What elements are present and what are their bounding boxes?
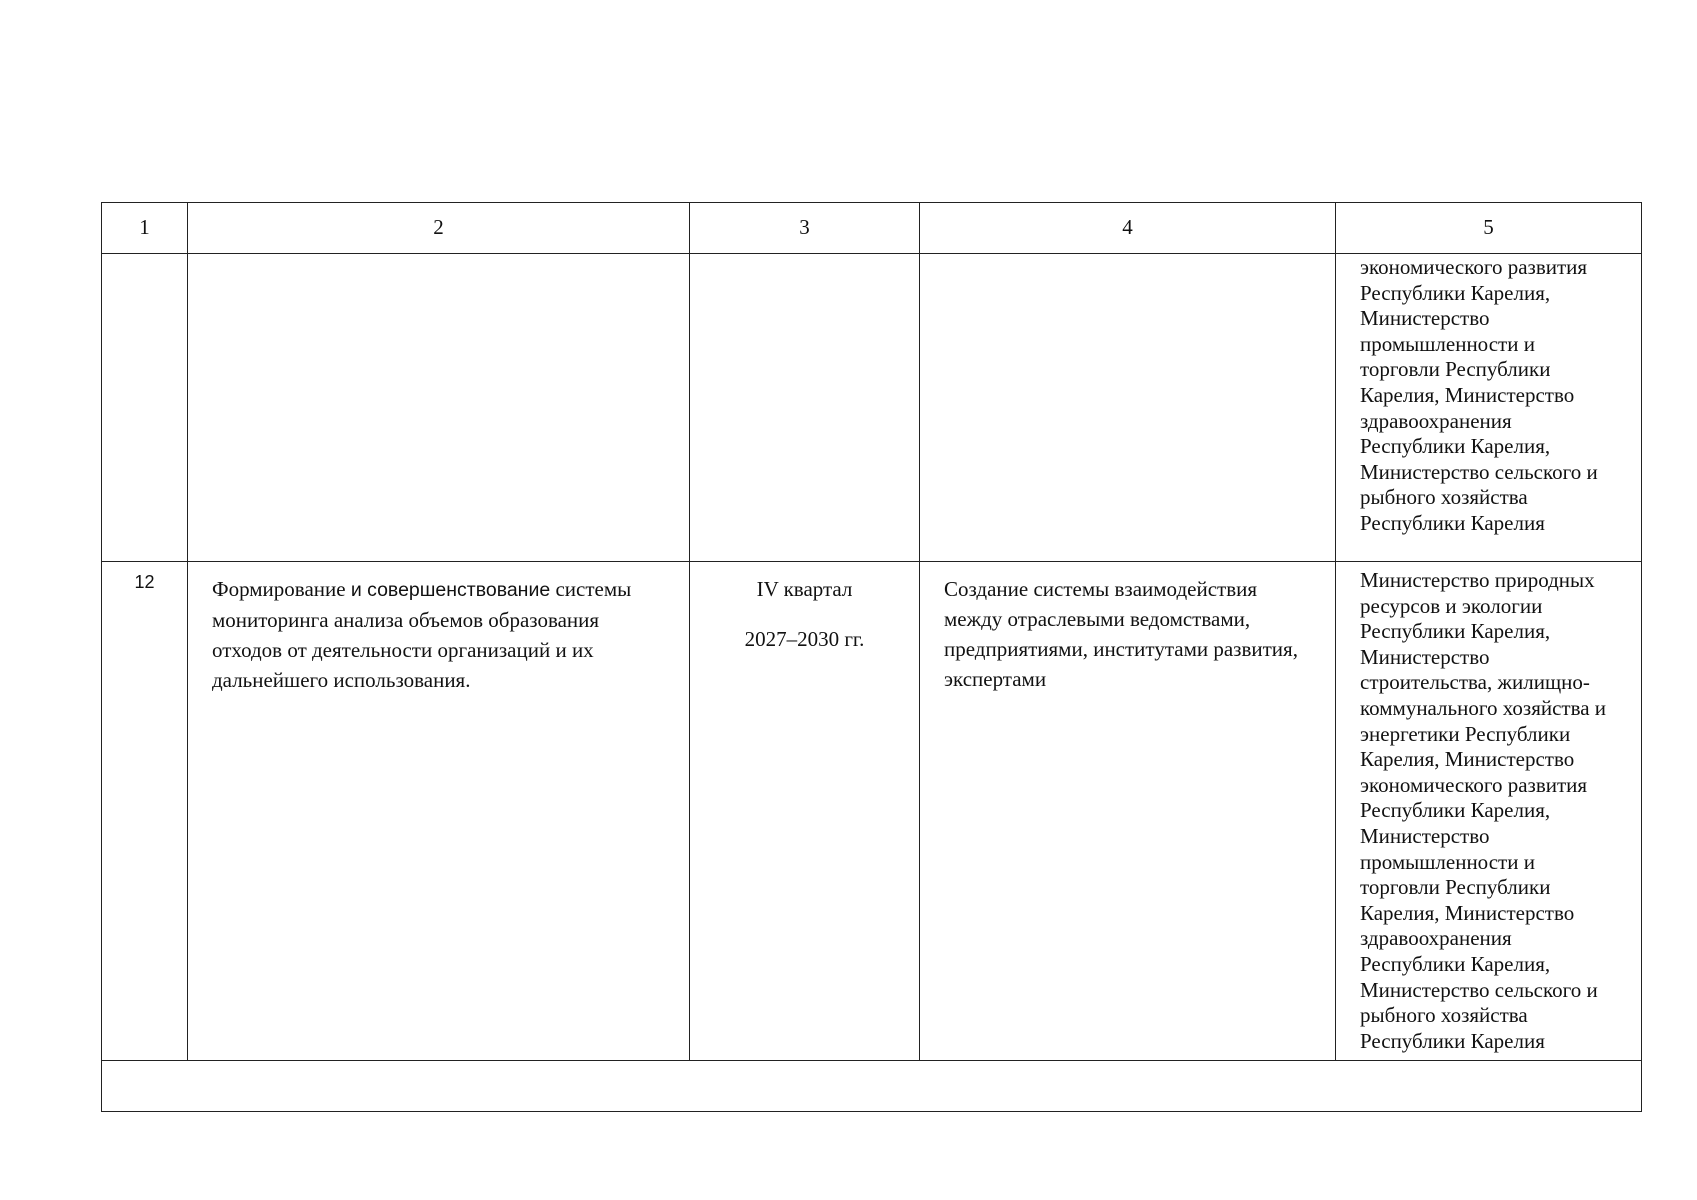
text-line: Создание системы взаимодействия (944, 577, 1258, 601)
text-line: Карелия, Министерство (1360, 900, 1575, 925)
text-line: Республики Карелия, (1360, 434, 1551, 459)
text-line: экспертами (944, 667, 1047, 691)
text-line: экономического развития (1360, 255, 1588, 279)
text-line: Министерство (1360, 823, 1490, 848)
text-line: строительства, жилищно- (1360, 670, 1590, 695)
description-part: системы (550, 577, 632, 601)
description-line-2: мониторинга анализа объемов образования (212, 608, 600, 632)
text-line: коммунального хозяйства и (1360, 695, 1607, 720)
text-line: Министерство сельского и (1360, 977, 1598, 1002)
description-line-4: дальнейшего использования. (212, 668, 471, 692)
text-line: экономического развития (1360, 772, 1588, 797)
text-line: торговли Республики (1360, 875, 1551, 900)
cont-cell-2 (188, 254, 690, 562)
text-line: здравоохранения (1360, 926, 1512, 951)
text-line: Республики Карелия (1360, 1028, 1545, 1053)
text-line: Министерство (1360, 644, 1490, 669)
description-line-3: отходов от деятельности организаций и их (212, 638, 594, 662)
continuation-row (102, 254, 1642, 562)
executors-cell (1336, 562, 1642, 1061)
plan-table (101, 202, 1642, 1112)
text-line: промышленности и (1360, 331, 1535, 356)
text-line: предприятиями, институтами развития, (944, 637, 1298, 661)
description-part-sans: и совершенствование (350, 579, 551, 601)
header-col-4: 4 (920, 203, 1336, 254)
text-line: здравоохранения (1360, 408, 1512, 433)
text-line: Республики Карелия, (1360, 619, 1551, 644)
row-number: 12 (102, 562, 188, 1061)
empty-footer-cell (102, 1061, 1642, 1112)
text-line: между отраслевыми ведомствами, (944, 607, 1251, 631)
measure-description (188, 562, 690, 1061)
description-part: Формирование (212, 577, 351, 601)
text-line: Министерство (1360, 306, 1490, 331)
cont-cell-4 (920, 254, 1336, 562)
text-line: Республики Карелия, (1360, 951, 1551, 976)
text-line: промышленности и (1360, 849, 1535, 874)
term-quarter: IV квартал (756, 577, 853, 601)
cont-cell-5 (1336, 254, 1642, 562)
description-line-1 (212, 574, 675, 605)
cont-cell-1 (102, 254, 188, 562)
text-line: Республики Карелия, (1360, 798, 1551, 823)
header-col-3: 3 (690, 203, 920, 254)
text-line: энергетики Республики (1360, 721, 1571, 746)
term-period: 2027–2030 гг. (744, 627, 865, 651)
text-line: Министерство природных (1360, 568, 1595, 592)
cont-cell-3 (690, 254, 920, 562)
text-line: Министерство сельского и (1360, 459, 1598, 484)
text-line: ресурсов и экологии (1360, 593, 1543, 618)
text-line: Республики Карелия, (1360, 280, 1551, 305)
header-col-2: 2 (188, 203, 690, 254)
text-line: торговли Республики (1360, 357, 1551, 382)
table-row-12 (102, 562, 1642, 1061)
executors-text (1336, 562, 1641, 1054)
text-line: Карелия, Министерство (1360, 747, 1575, 772)
header-col-1: 1 (102, 203, 188, 254)
expected-result (920, 562, 1336, 1061)
empty-footer-row (102, 1061, 1642, 1112)
cont-executors-text (1336, 255, 1641, 537)
term-cell (690, 562, 920, 1061)
text-line: рыбного хозяйства (1360, 1003, 1528, 1028)
header-col-5: 5 (1336, 203, 1642, 254)
text-line: рыбного хозяйства (1360, 485, 1528, 510)
text-line: Карелия, Министерство (1360, 382, 1575, 407)
header-row (102, 203, 1642, 254)
text-line: Республики Карелия (1360, 510, 1545, 535)
